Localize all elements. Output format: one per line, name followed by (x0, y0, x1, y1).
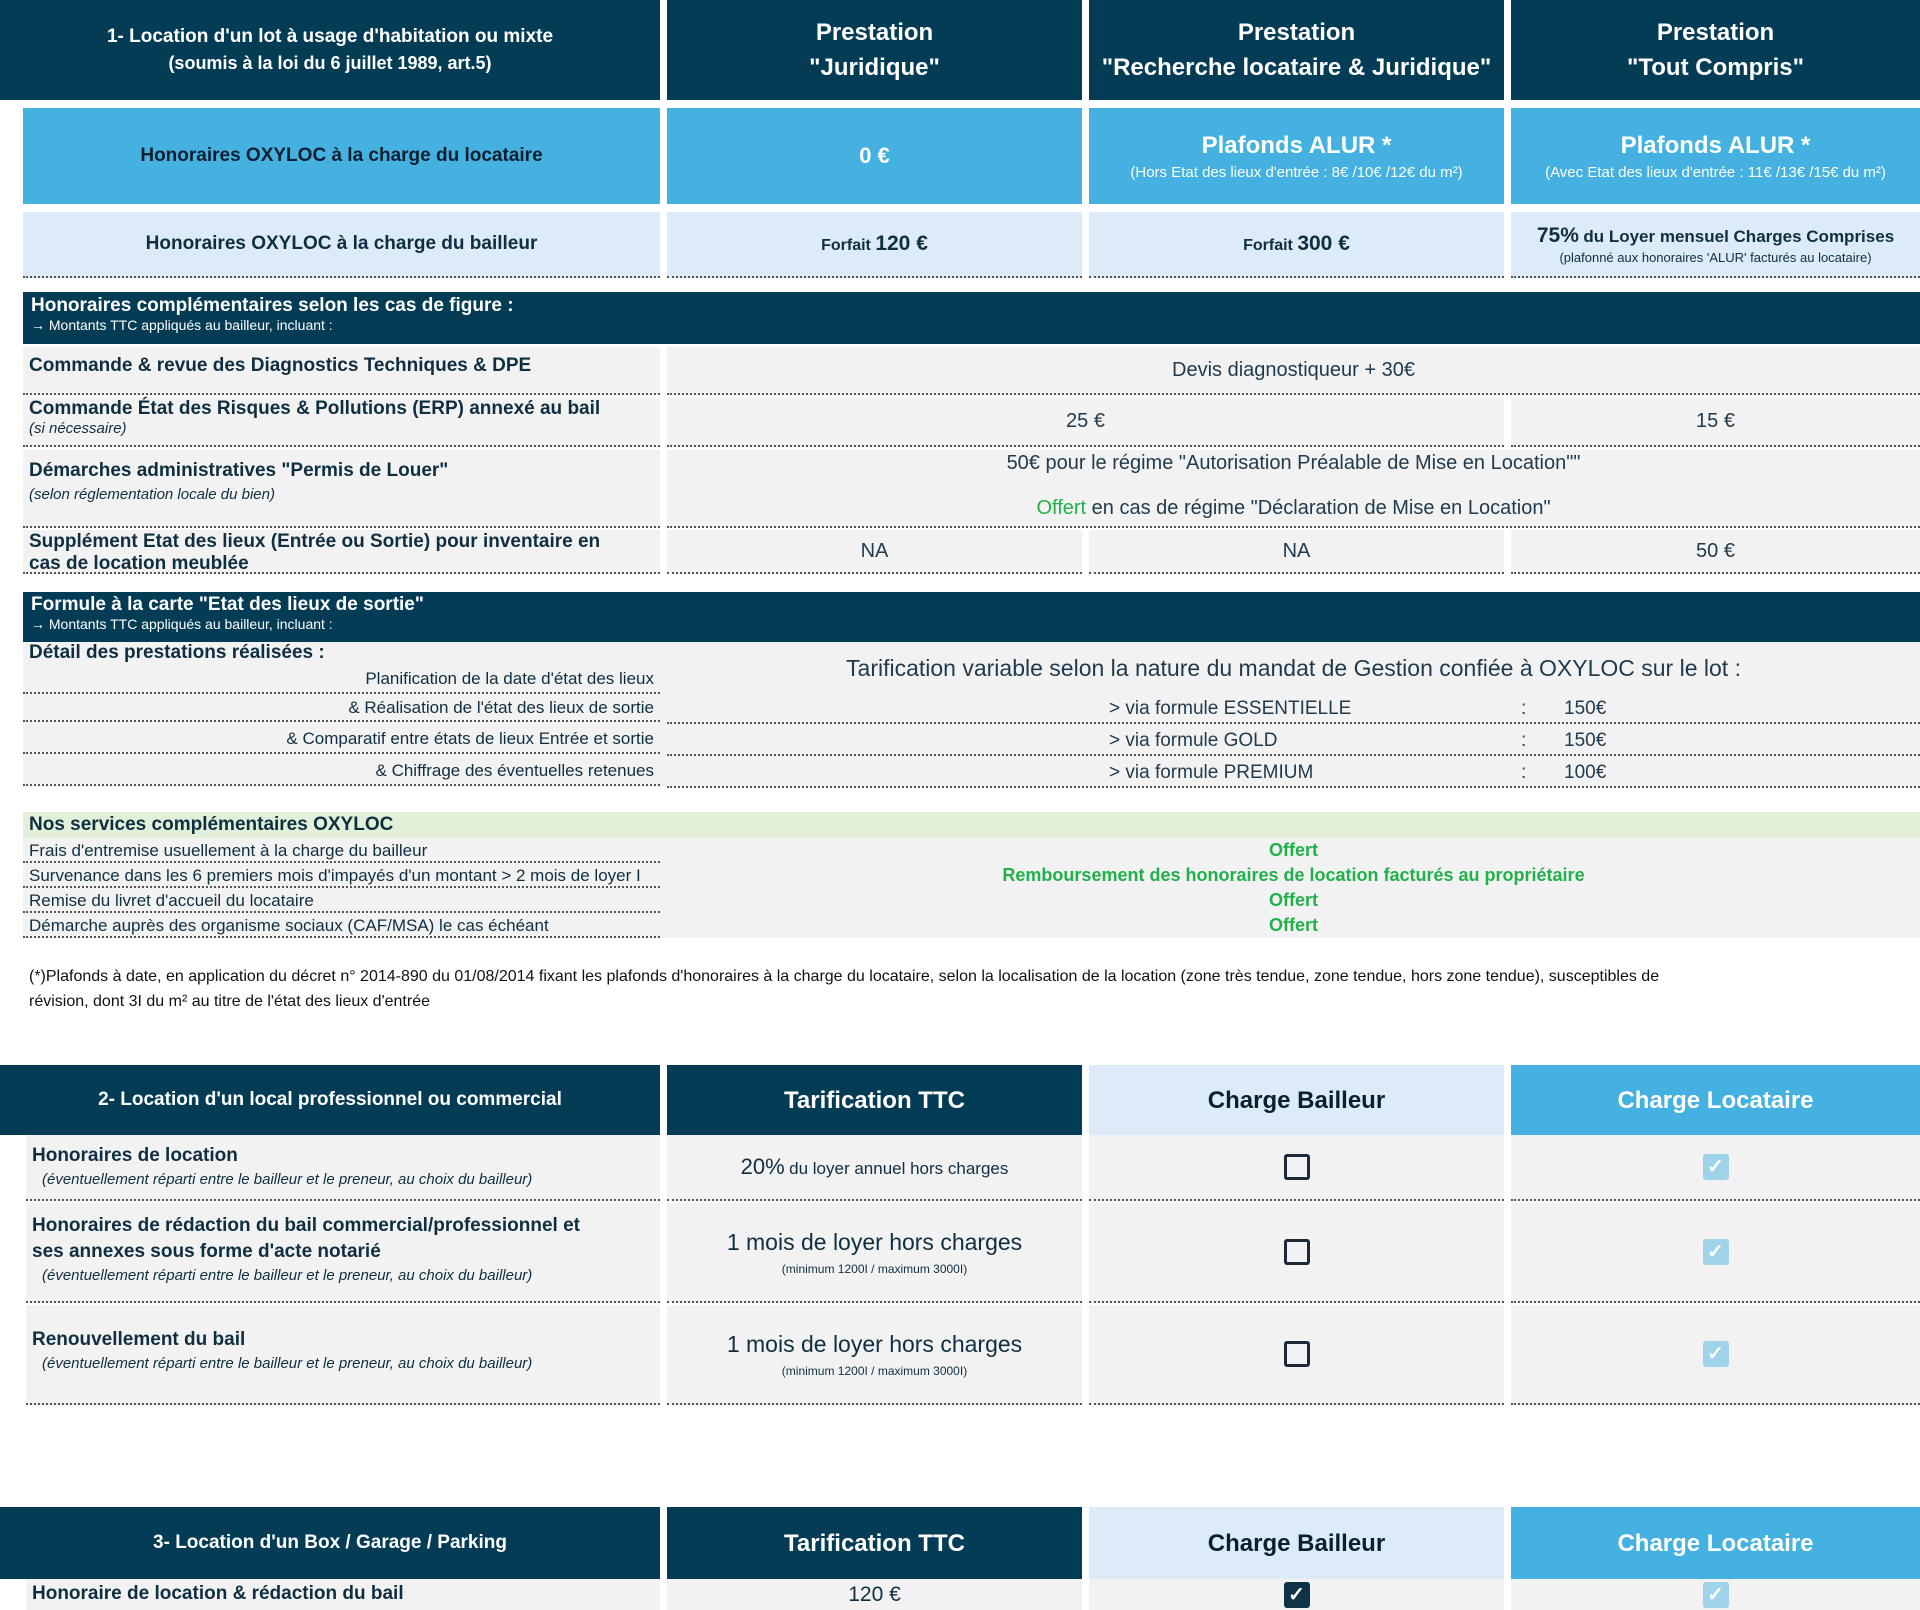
s2-col-locataire (1511, 1065, 1920, 1135)
subtitle: → Montants TTC appliqués au bailleur, incluant : (31, 317, 333, 333)
s3-row-locataire (1511, 1579, 1920, 1610)
s2-row-locataire (1511, 1135, 1920, 1201)
formule-header (23, 592, 1920, 642)
s2-row-price (667, 1305, 1082, 1405)
label: Honoraires OXYLOC à la charge du locataire (140, 145, 543, 166)
row-owner-v2 (1089, 212, 1504, 278)
checkbox-bailleur[interactable] (1284, 1239, 1310, 1265)
prefix: Forfait (1243, 237, 1293, 254)
s2-row-locataire (1511, 1203, 1920, 1303)
s3-col-tarif (667, 1507, 1082, 1579)
erp-label (23, 397, 660, 447)
value: NA (860, 539, 889, 562)
sub: (plafonné aux honoraires 'ALUR' facturés au locataire) (1559, 249, 1872, 265)
label: Démarches administratives "Permis de Louer" (29, 460, 449, 481)
s1-col-recherche (1089, 0, 1504, 100)
price-rest: du loyer annuel hors charges (789, 1159, 1009, 1178)
value: 50 € (1696, 539, 1735, 562)
supp-label (23, 530, 660, 574)
label-line2: cas de location meublée (29, 553, 249, 574)
label: Honoraires OXYLOC à la charge du bailleur (145, 233, 538, 254)
erp-v3 (1511, 397, 1920, 447)
percent: 75% (1536, 223, 1579, 247)
title: 3- Location d'un Box / Garage / Parking (153, 1532, 507, 1553)
value: Devis diagnostiqueur + 30€ (1172, 358, 1415, 381)
label-line2: ses annexes sous forme d'acte notarié (32, 1241, 381, 1262)
s3-title-cell (0, 1507, 660, 1579)
row-owner-v3 (1511, 212, 1920, 278)
s2-col-tarif (667, 1065, 1082, 1135)
detail-item: Planification de la date d'état des lieux (365, 669, 654, 688)
service-row: Démarche auprès des organisme sociaux (CAF/MSA) le cas échéant (23, 913, 660, 938)
label: Honoraire de location & rédaction du bail (32, 1583, 404, 1604)
price-sub: (minimum 1200I / maximum 3000I) (781, 1363, 968, 1378)
service-value: Remboursement des honoraires de location facturés au propriétaire (1002, 865, 1585, 885)
services-header (23, 812, 1920, 838)
separator: : (1521, 762, 1527, 783)
value: 25 € (1066, 409, 1105, 432)
s2-row-label (26, 1135, 660, 1201)
s1-col-juridique (667, 0, 1082, 100)
checkbox-locataire[interactable]: ✓ (1703, 1341, 1729, 1367)
s2-row-bailleur (1089, 1135, 1504, 1201)
s3-row-bailleur (1089, 1579, 1504, 1610)
value-title: Plafonds ALUR * (1620, 131, 1811, 159)
diag-label (23, 347, 660, 395)
value: NA (1282, 539, 1311, 562)
service-value: Offert (1269, 915, 1318, 935)
value-line1: 50€ pour le régime "Autorisation Préalable de Mise en Location"" (1006, 452, 1581, 474)
supp-v3 (1511, 530, 1920, 574)
detail-title (29, 642, 659, 668)
row-owner-v1 (667, 212, 1082, 278)
col-label: Tarification TTC (784, 1086, 965, 1114)
col-label: Charge Bailleur (1207, 1529, 1386, 1557)
value-sub: (Avec Etat des lieux d'entrée : 11€ /13€ /15€ du m²) (1545, 163, 1886, 181)
col-label: Prestation (815, 19, 934, 46)
value-sub: (Hors Etat des lieux d'entrée : 8€ /10€ /12€ du m²) (1130, 163, 1463, 181)
sub: (éventuellement réparti entre le bailleur et le preneur, au choix du bailleur) (42, 1355, 533, 1372)
s2-row-locataire (1511, 1305, 1920, 1405)
formula-name: > via formule GOLD (1109, 730, 1278, 751)
formula-name: > via formule PREMIUM (1109, 762, 1314, 783)
value-title: Plafonds ALUR * (1201, 131, 1392, 159)
col-name: "Recherche locataire & Juridique" (1101, 54, 1492, 81)
checkbox-bailleur[interactable]: ✓ (1284, 1582, 1310, 1608)
title: Honoraires complémentaires selon les cas de figure : (31, 295, 514, 316)
price-big: 1 mois de loyer hors charges (726, 1330, 1023, 1357)
s3-col-locataire (1511, 1507, 1920, 1579)
footnote (29, 964, 1909, 1014)
title: Détail des prestations réalisées : (29, 642, 325, 663)
label: Commande État des Risques & Pollutions (ERP) annexé au bail (29, 398, 601, 419)
row-owner-label (23, 212, 660, 278)
service-row: Remise du livret d'accueil du locataire (23, 888, 660, 913)
col-label: Tarification TTC (784, 1529, 965, 1557)
title: Nos services complémentaires OXYLOC (29, 814, 394, 835)
sub: (selon réglementation locale du bien) (29, 486, 275, 503)
s2-row-bailleur (1089, 1305, 1504, 1405)
tarif-title (667, 650, 1920, 686)
s2-title-cell (0, 1065, 660, 1135)
value-line2: en cas de régime "Déclaration de Mise en Location" (1091, 497, 1551, 519)
title: Tarification variable selon la nature du mandat de Gestion confiée à OXYLOC sur le lot : (846, 654, 1741, 681)
s1-title: 1- Location d'un lot à usage d'habitation ou mixte (106, 26, 554, 47)
tarif-row (667, 758, 1920, 788)
service-value: Offert (1269, 890, 1318, 910)
title: Formule à la carte "Etat des lieux de sortie" (31, 594, 424, 615)
amount: 120 € (875, 232, 928, 255)
service-row: Frais d'entremise usuellement à la charge du bailleur (23, 838, 660, 863)
service-value: Offert (1269, 840, 1318, 860)
col-label: Prestation (1237, 19, 1356, 46)
label: Honoraires de location (32, 1145, 238, 1166)
row-tenant-v2 (1089, 108, 1504, 204)
detail-item: & Chiffrage des éventuelles retenues (23, 756, 660, 786)
supp-v2 (1089, 530, 1504, 574)
amount: 300 € (1297, 232, 1350, 255)
detail-item: & Comparatif entre états de lieux Entrée et sortie (23, 724, 660, 754)
col-label: Charge Bailleur (1207, 1086, 1386, 1114)
row-tenant-v1 (667, 108, 1082, 204)
checkbox-bailleur[interactable] (1284, 1341, 1310, 1367)
col-label: Charge Locataire (1617, 1086, 1814, 1114)
value: 0 € (859, 143, 890, 168)
s3-row-label (26, 1579, 660, 1610)
label-line1: Supplément Etat des lieux (Entrée ou Sortie) pour inventaire en (29, 531, 601, 552)
formula-price: 100€ (1564, 762, 1607, 783)
s3-col-bailleur (1089, 1507, 1504, 1579)
checkbox-locataire[interactable]: ✓ (1703, 1154, 1729, 1180)
s2-row-price (667, 1203, 1082, 1303)
formula-name: > via formule ESSENTIELLE (1109, 698, 1352, 719)
divider (23, 692, 660, 694)
prefix: Forfait (821, 237, 871, 254)
s3-row-price (667, 1579, 1082, 1610)
tarif-row (667, 694, 1920, 724)
price-big: 20% (740, 1154, 785, 1179)
s1-col-tout-compris (1511, 0, 1920, 100)
offert-tag: Offert (1036, 497, 1087, 519)
detail-item: & Réalisation de l'état des lieux de sortie (23, 694, 660, 722)
subtitle: → Montants TTC appliqués au bailleur, incluant : (31, 616, 333, 632)
price-sub: (minimum 1200I / maximum 3000I) (781, 1261, 968, 1276)
s2-row-price (667, 1135, 1082, 1201)
price-big: 1 mois de loyer hors charges (726, 1228, 1023, 1255)
label-line1: Honoraires de rédaction du bail commercial/professionnel et (32, 1215, 580, 1236)
supp-v1 (667, 530, 1082, 574)
col-label: Charge Locataire (1617, 1529, 1814, 1557)
text: du Loyer mensuel Charges Comprises (1583, 226, 1895, 246)
row-tenant-label (23, 108, 660, 204)
s1-title-sub: (soumis à la loi du 6 juillet 1989, art.5) (168, 53, 492, 73)
diag-value (667, 347, 1920, 395)
checkbox-locataire[interactable]: ✓ (1703, 1582, 1729, 1608)
col-label: Prestation (1656, 19, 1775, 46)
s2-row-label (26, 1305, 660, 1405)
label: Commande & revue des Diagnostics Techniques & DPE (29, 355, 532, 376)
separator: : (1521, 730, 1527, 751)
permis-label (23, 450, 660, 528)
row-tenant-v3 (1511, 108, 1920, 204)
sub: (si nécessaire) (29, 420, 127, 437)
permis-value (667, 450, 1920, 528)
value: 15 € (1696, 409, 1735, 432)
service-row: Survenance dans les 6 premiers mois d'impayés d'un montant > 2 mois de loyer I (23, 863, 660, 888)
label: Renouvellement du bail (32, 1329, 246, 1350)
footnote-line2: révision, dont 3I du m² au titre de l'état des lieux d'entrée (29, 993, 430, 1010)
title: 2- Location d'un local professionnel ou commercial (98, 1089, 562, 1110)
checkbox-bailleur[interactable] (1284, 1154, 1310, 1180)
erp-v12 (667, 397, 1504, 447)
sub: (éventuellement réparti entre le bailleur et le preneur, au choix du bailleur) (42, 1267, 533, 1284)
col-name: "Juridique" (809, 54, 940, 81)
sub: (éventuellement réparti entre le bailleur et le preneur, au choix du bailleur) (42, 1171, 533, 1188)
formula-price: 150€ (1564, 698, 1607, 719)
s2-col-bailleur (1089, 1065, 1504, 1135)
comp-header (23, 292, 1920, 344)
footnote-line1: (*)Plafonds à date, en application du décret n° 2014-890 du 01/08/2014 fixant les plafonds d'honoraires à la charge du locataire, selon la localisation de la location (zone très tendue, zone tendue, hors zone tendue), susceptibles de (29, 968, 1660, 985)
checkbox-locataire[interactable]: ✓ (1703, 1239, 1729, 1265)
formula-price: 150€ (1564, 730, 1607, 751)
price: 120 € (848, 1582, 901, 1606)
s1-title-cell (0, 0, 660, 100)
s2-row-bailleur (1089, 1203, 1504, 1303)
col-name: "Tout Compris" (1627, 54, 1804, 81)
s2-row-label (26, 1203, 660, 1303)
separator: : (1521, 698, 1527, 719)
tarif-row (667, 726, 1920, 756)
